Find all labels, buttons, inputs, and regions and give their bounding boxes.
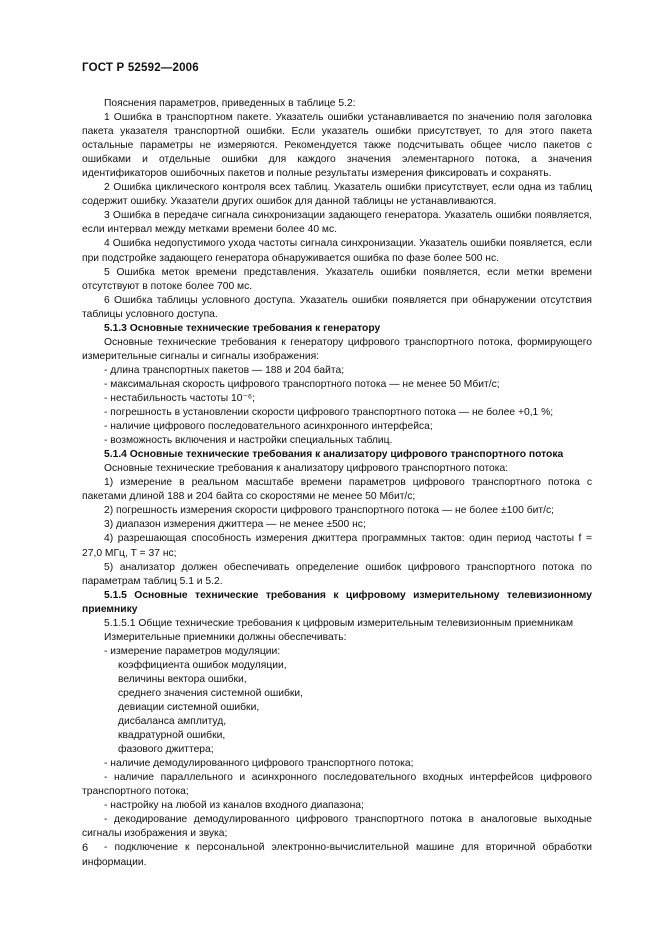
paragraph: 3) диапазон измерения джиттера — не менее ±500 нс; [104, 519, 366, 531]
sub-list-item: девиации системной ошибки, [118, 702, 260, 714]
paragraph: 5 Ошибка меток времени представления. Указатель ошибки появляется, если метки времени отсутствуют в потоке более 700 мс. [82, 266, 592, 292]
sub-list-item: среднего значения системной ошибки, [118, 687, 304, 699]
paragraph: 3 Ошибка в передаче сигнала синхронизации задающего генератора. Указатель ошибки появляется, если интервал между метками времени более 40 мс. [82, 210, 592, 236]
section-heading: 5.1.5 Основные технические требования к цифровому измерительному телевизионному приемнику [82, 589, 592, 615]
list-item: - наличие параллельного и асинхронного последовательного входных интерфейсов цифрового транспортного потока; [82, 772, 592, 798]
paragraph: 1) измерение в реальном масштабе времени параметров цифрового транспортного потока с пакетами длиной 188 и 204 байта со скоростями не менее 50 Мбит/с; [82, 477, 592, 503]
paragraph: 4 Ошибка недопустимого ухода частоты сигнала синхронизации. Указатель ошибки появляется, если при подстройке задающего генератора обнаруживается ошибка по фазе более 500 нс. [82, 238, 592, 264]
section-heading: 5.1.3 Основные технические требования к генератору [104, 322, 381, 334]
paragraph: 2) погрешность измерения скорости цифрового транспортного потока — не более ±100 бит/с; [104, 505, 554, 517]
paragraph: Основные технические требования к генератору цифрового транспортного потока, формирующего измерительные сигналы и сигналы изображения: [82, 336, 592, 362]
paragraph: 5.1.5.1 Общие технические требования к цифровым измерительным телевизионным приемникам [104, 617, 574, 629]
paragraph: 1 Ошибка в транспортном пакете. Указатель ошибки устанавливается по значению поля заголовка пакета указателя транспортной ошибки. Если указатель ошибки присутствует, то для этого пакета остальные параметры не измеряются. Рекомендуется также подсчитывать общее число пакетов с ошибками и отдельные ошибки для каждого значения элементарного потока, а значения идентификаторов ошибочных пакетов и полные результаты измерения фиксировать и сохранять. [82, 112, 592, 180]
list-item: - подключение к персональной электронно-вычислительной машине для вторичной обработки информации. [82, 842, 592, 868]
list-item: - настройку на любой из каналов входного диапазона; [104, 800, 364, 812]
list-item: - наличие цифрового последовательного асинхронного интерфейса; [104, 421, 433, 433]
sub-list-item: дисбаланса амплитуд, [118, 716, 227, 728]
list-item: - декодирование демодулированного цифрового транспортного потока в аналоговые выходные сигналы изображения и звука; [82, 814, 592, 840]
list-item: - наличие демодулированного цифрового транспортного потока; [104, 758, 414, 770]
sub-list-item: фазового джиттера; [118, 744, 214, 756]
paragraph: Основные технические требования к анализатору цифрового транспортного потока: [104, 463, 509, 475]
list-item: - измерение параметров модуляции: [104, 645, 281, 657]
sub-list-item: коэффициента ошибок модуляции, [118, 659, 287, 671]
page-number: 6 [82, 842, 89, 854]
list-item: - погрешность в установлении скорости цифрового транспортного потока — не более +0,1 %; [104, 407, 554, 419]
paragraph: Пояснения параметров, приведенных в таблице 5.2: [104, 98, 356, 109]
paragraph: 2 Ошибка циклического контроля всех таблиц. Указатель ошибки присутствует, если одна из таблиц содержит ошибку. Указатели других ошибок для данной таблицы не устанавливаются. [82, 182, 592, 208]
sub-list-item: квадратурной ошибки, [118, 730, 226, 742]
paragraph: 5) анализатор должен обеспечивать определение ошибок цифрового транспортного потока по параметрам таблиц 5.1 и 5.2. [82, 561, 592, 587]
list-item: - максимальная скорость цифрового транспортного потока — не менее 50 Мбит/с; [104, 378, 500, 390]
list-item: - длина транспортных пакетов — 188 и 204 байта; [104, 364, 345, 376]
sub-list-item: величины вектора ошибки, [118, 673, 247, 685]
list-item: - возможность включения и настройки специальных таблиц. [104, 435, 393, 447]
list-item: - нестабильность частоты 10⁻⁶; [104, 392, 256, 404]
paragraph: Измерительные приемники должны обеспечивать: [104, 631, 347, 643]
document-header: ГОСТ Р 52592—2006 [82, 62, 199, 74]
paragraph: 4) разрешающая способность измерения джиттера программных тактов: один период частоты f = 27,0 МГц, T = 37 нс; [82, 533, 592, 559]
section-heading: 5.1.4 Основные технические требования к анализатору цифрового транспортного потока [104, 449, 564, 461]
paragraph: 6 Ошибка таблицы условного доступа. Указатель ошибки появляется при обнаружении отсутствия таблицы условного доступа. [82, 294, 592, 320]
document-body [82, 97, 592, 870]
